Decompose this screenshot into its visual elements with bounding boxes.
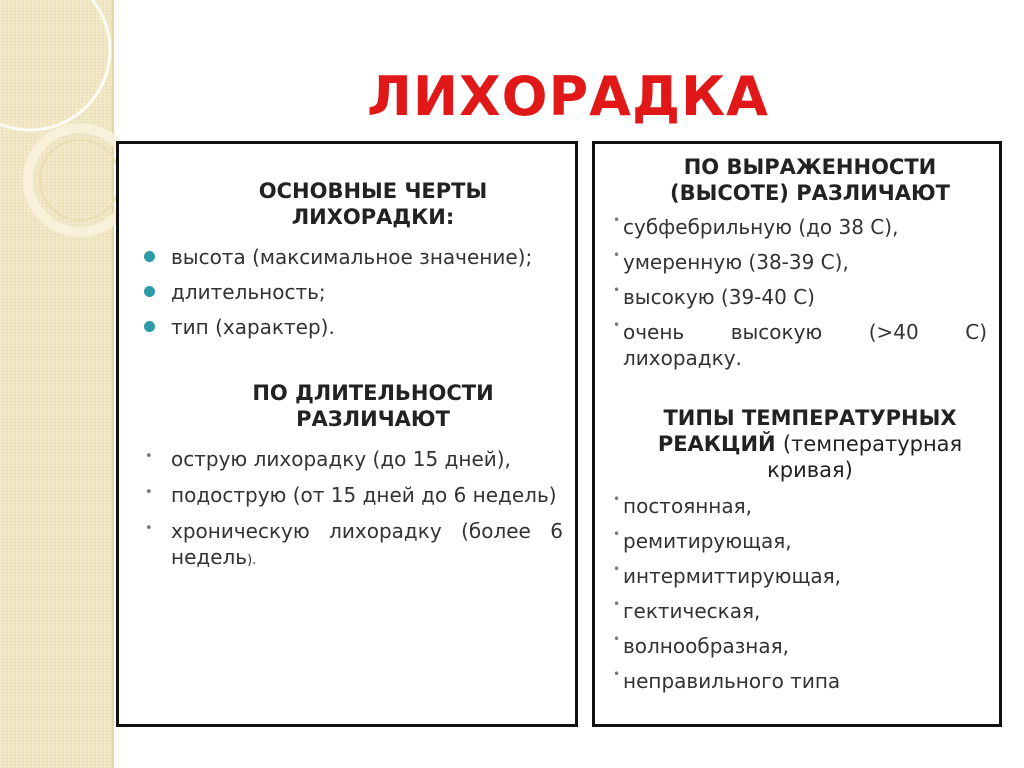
bullet-dot-icon: •	[145, 485, 153, 500]
list-item	[609, 528, 987, 554]
list-item-text: длительность;	[171, 280, 326, 304]
list-item-text: ремитирующая,	[623, 529, 792, 553]
list-item	[139, 518, 563, 574]
slide-title: ЛИХОРАДКА	[367, 65, 769, 128]
left-panel	[116, 141, 578, 727]
list-item-text: субфебрильную (до 38 С),	[623, 215, 899, 239]
heading-temperature-types	[609, 405, 987, 483]
bullet-dot-icon	[144, 321, 155, 332]
list-item-text-tail: ).	[247, 553, 257, 568]
list-item	[609, 633, 987, 659]
list-item-text: умеренную (38-39 С),	[623, 250, 849, 274]
bullet-dot-icon: •	[145, 449, 153, 464]
bullet-dot-icon: •	[145, 521, 153, 536]
heading-main-features: ОСНОВНЫЕ ЧЕРТЫ ЛИХОРАДКИ:	[258, 179, 488, 229]
list-item	[609, 598, 987, 624]
list-item-text: хроническую лихорадку (более 6 недель	[171, 519, 563, 569]
heading-by-severity: ПО ВЫРАЖЕННОСТИ (ВЫСОТЕ) РАЗЛИЧАЮТ	[670, 155, 950, 205]
list-item-text: подострую (от 15 дней до 6 недель)	[171, 483, 557, 507]
list-item	[609, 284, 987, 310]
list-item	[139, 446, 563, 472]
bullet-dot-icon: •	[613, 562, 621, 576]
list-item	[139, 279, 563, 305]
bullet-dot-icon: •	[613, 248, 621, 262]
heading-bold-part: ТИПЫ ТЕМПЕРАТУРНЫХ РЕАКЦИЙ	[657, 406, 957, 456]
list-item-text: тип (характер).	[171, 315, 335, 339]
list-item-text: гектическая,	[623, 599, 761, 623]
severity-list	[609, 214, 987, 371]
list-item-text: высокую (39-40 С)	[623, 285, 815, 309]
list-item-text: постоянная,	[623, 494, 753, 518]
bullet-dot-icon: •	[613, 283, 621, 297]
right-panel	[592, 141, 1002, 727]
list-item-text: высота (максимальное значение);	[171, 245, 533, 269]
list-item-text: неправильного типа	[623, 669, 841, 693]
list-item	[609, 668, 987, 694]
list-item	[139, 244, 563, 270]
features-list	[139, 244, 563, 340]
list-item	[139, 482, 563, 508]
list-item-text: очень высокую (>40 С) лихорадку.	[623, 320, 987, 370]
bullet-dot-icon: •	[613, 318, 621, 332]
list-item	[609, 249, 987, 275]
bullet-dot-icon: •	[613, 492, 621, 506]
temperature-types-list	[609, 493, 987, 694]
bullet-dot-icon: •	[613, 527, 621, 541]
bullet-dot-icon: •	[613, 667, 621, 681]
bullet-dot-icon	[144, 251, 155, 262]
heading-normal-part: (температурная кривая)	[767, 432, 963, 482]
list-item	[609, 214, 987, 240]
list-item-text: острую лихорадку (до 15 дней),	[171, 447, 511, 471]
durations-list	[139, 446, 563, 574]
bullet-dot-icon: •	[613, 632, 621, 646]
list-item	[609, 563, 987, 589]
list-item-text: интермиттирующая,	[623, 564, 841, 588]
bullet-dot-icon: •	[613, 597, 621, 611]
list-item	[609, 493, 987, 519]
list-item	[139, 314, 563, 340]
heading-by-duration: ПО ДЛИТЕЛЬНОСТИ РАЗЛИЧАЮТ	[252, 381, 494, 431]
list-item	[609, 319, 987, 371]
list-item-text: волнообразная,	[623, 634, 789, 658]
bullet-dot-icon: •	[613, 213, 621, 227]
bullet-dot-icon	[144, 286, 155, 297]
